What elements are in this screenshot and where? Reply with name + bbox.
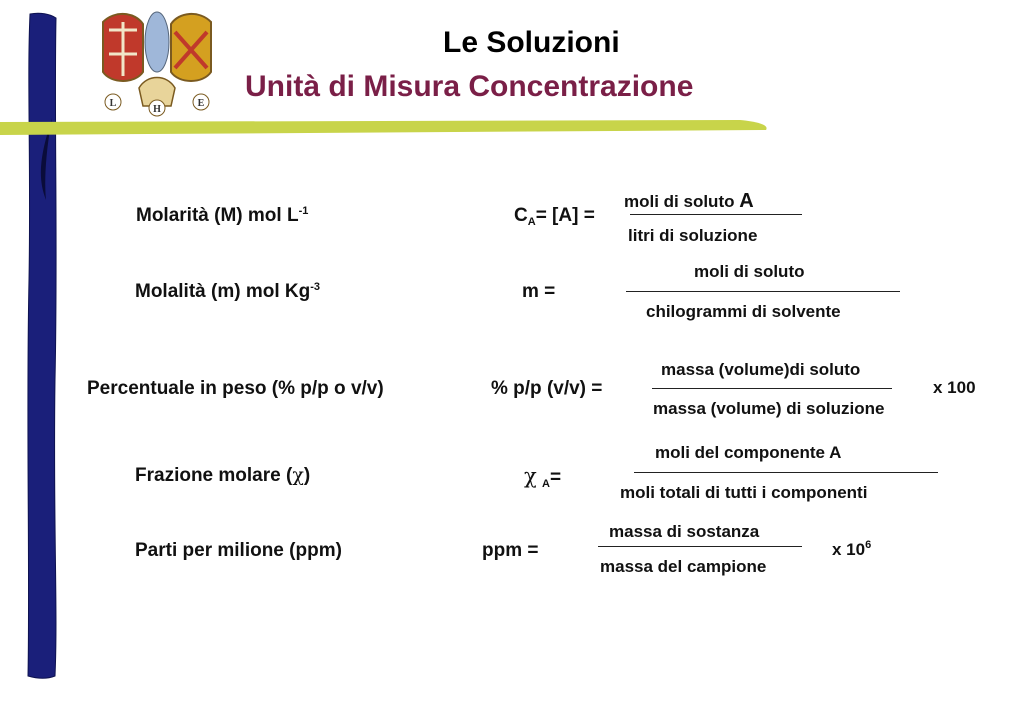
title-underline-bar bbox=[0, 120, 767, 135]
molality-denominator: chilogrammi di solvente bbox=[646, 302, 841, 321]
mole-fraction-denominator: moli totali di tutti i componenti bbox=[620, 483, 868, 502]
crest-letter: H bbox=[153, 104, 161, 115]
slide-title: Le Soluzioni bbox=[443, 26, 620, 59]
mole-fraction-formula: χ $_A$= bbox=[524, 464, 562, 490]
molality-formula: m = bbox=[522, 281, 556, 302]
ppm-denominator: massa del campione bbox=[600, 557, 767, 576]
fraction-bar bbox=[652, 388, 892, 389]
crest-logo bbox=[95, 2, 220, 120]
molality-numerator: moli di soluto bbox=[694, 262, 805, 281]
fraction-bar bbox=[634, 472, 938, 473]
ppm-label: Parti per milione (ppm) bbox=[135, 540, 342, 561]
mole-fraction-numerator: moli del componente A bbox=[655, 443, 842, 462]
mole-fraction-label: Frazione molare (χ) bbox=[135, 464, 311, 486]
percent-numerator: massa (volume)di soluto bbox=[661, 360, 861, 379]
ppm-formula: ppm = bbox=[482, 540, 539, 561]
molarity-numerator: moli di soluto A bbox=[624, 190, 754, 212]
crest-letter: E bbox=[197, 98, 205, 109]
percent-label: Percentuale in peso (% p/p o v/v) bbox=[87, 378, 384, 399]
percent-formula: % p/p (v/v) = bbox=[491, 378, 603, 399]
fraction-bar bbox=[630, 214, 802, 215]
fraction-bar bbox=[598, 546, 802, 547]
ppm-multiplier: x $10^6$ bbox=[832, 539, 872, 559]
fraction-bar bbox=[626, 291, 900, 292]
molarity-label: Molarità (M) mol $L^{-1}$ bbox=[136, 205, 309, 226]
molality-label: Molalità (m) mol $Kg^{-3}$ bbox=[135, 281, 321, 302]
side-bar bbox=[28, 13, 56, 678]
molarity-formula: $C_A= [A]$ = bbox=[514, 205, 595, 228]
molarity-denominator: litri di soluzione bbox=[628, 226, 758, 245]
percent-multiplier: x 100 bbox=[933, 378, 976, 397]
percent-denominator: massa (volume) di soluzione bbox=[653, 399, 885, 418]
slide-subtitle: Unità di Misura Concentrazione bbox=[245, 70, 694, 103]
ppm-numerator: massa di sostanza bbox=[609, 522, 760, 541]
crest-letter: L bbox=[109, 98, 117, 109]
